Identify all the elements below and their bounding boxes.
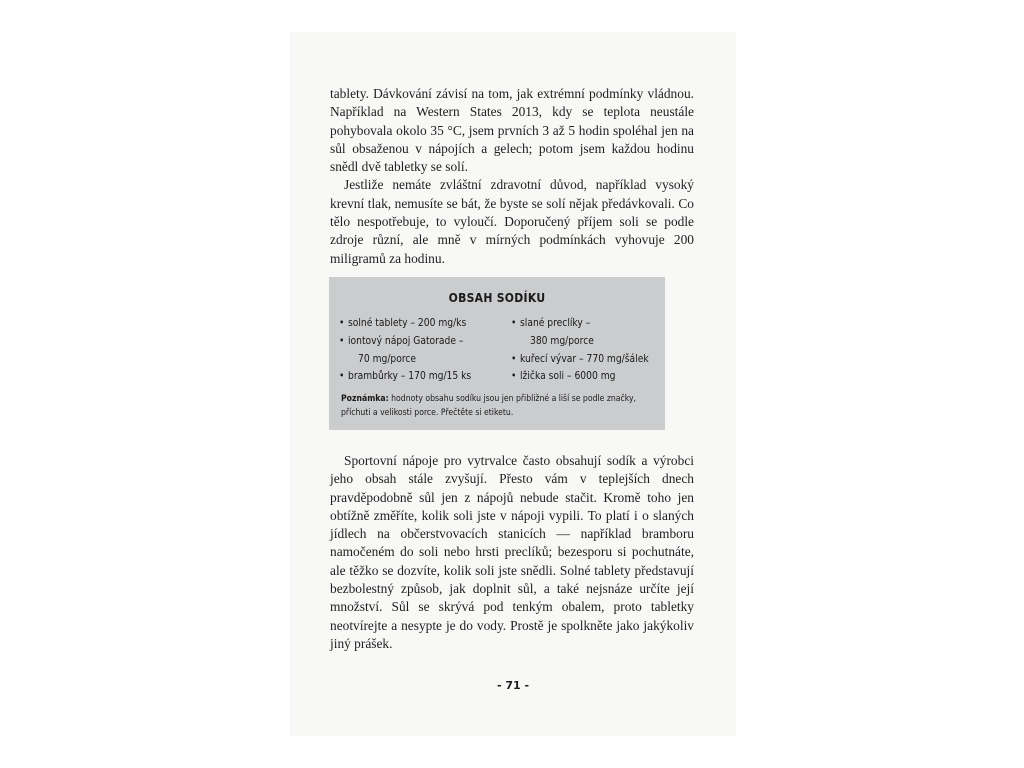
bullet-icon: • <box>339 318 345 329</box>
list-item <box>339 368 507 386</box>
list-item <box>511 351 661 369</box>
list-item <box>511 368 661 386</box>
page-number: - 71 - <box>496 679 530 692</box>
box-title: OBSAH SODÍKU <box>448 291 546 305</box>
bullet-icon: • <box>511 353 517 365</box>
book-page <box>290 32 736 736</box>
item-continuation: 380 mg/porce <box>530 335 594 347</box>
top-text <box>330 85 694 268</box>
list-item <box>339 333 507 369</box>
bullet-icon: • <box>339 371 345 383</box>
paragraph: Jestliže nemáte zvláštní zdravotní důvod, například vysoký krevní tlak, nemusíte se bát, že byste se solí nějak předávkovali. Co tělo nespotřebuje, to vyloučí. Doporučený příjem soli se podle zdroje různí, ale mně v mírných podmínkách vyhovuje 200 miligramů za hodinu. <box>330 177 694 266</box>
paragraph: Sportovní nápoje pro vytrvalce často obsahují sodík a výrobci jeho obsah stále zvyšují. Přesto vám v teplejších dnech pravděpodobně sůl jen z nápojů nebude stačit. Kromě toho jen obtížně změříte, kolik soli jste v nápoji vypili. To platí i o slaných jídlech na občerstvovacích stanicích — například bramboru namočeném do soli nebo hrsti preclíků; bezesporu si pochutnáte, ale těžko se dozvíte, kolik soli jste snědli. Solné tablety představují bezbolestný způsob, jak doplnit sůl, a také nejsnáze určíte její množství. Sůl se skrývá pod tenkým obalem, proto tabletky neotvírejte a nesypte je do vody. Prostě je spolkněte jako jakýkoliv jiný prášek. <box>330 453 694 651</box>
note-text: hodnoty obsahu sodíku jsou jen přibližné a liší se podle značky, příchuti a velikosti porce. Přečtěte si etiketu. <box>341 394 636 418</box>
list-item <box>511 315 661 351</box>
item-text: lžička soli – 6000 mg <box>520 371 616 383</box>
left-column <box>339 315 507 386</box>
item-continuation: 70 mg/porce <box>358 353 417 365</box>
right-column <box>511 315 661 386</box>
bullet-icon: • <box>511 371 517 383</box>
bottom-text <box>330 452 694 653</box>
item-text: slané preclíky – <box>520 318 591 329</box>
note-label: Poznámka: <box>341 394 389 404</box>
list-item <box>339 315 507 333</box>
bullet-icon: • <box>339 335 345 347</box>
item-text: kuřecí vývar – 770 mg/šálek <box>520 353 649 365</box>
item-text: solné tablety – 200 mg/ks <box>348 318 467 329</box>
sodium-content-box <box>329 277 665 430</box>
bullet-icon: • <box>511 318 517 329</box>
item-text: iontový nápoj Gatorade – <box>348 335 464 347</box>
paragraph: tablety. Dávkování závisí na tom, jak extrémní podmínky vládnou. Například na Western States 2013, kdy se teplota neustále pohybovala okolo 35 °C, jsem prvních 3 až 5 hodin spoléhal jen na sůl obsaženou v nápojích a gelech; potom jsem každou hodinu snědl dvě tabletky se solí. <box>330 86 694 175</box>
item-text: brambůrky – 170 mg/15 ks <box>348 371 472 383</box>
box-note <box>341 392 655 420</box>
